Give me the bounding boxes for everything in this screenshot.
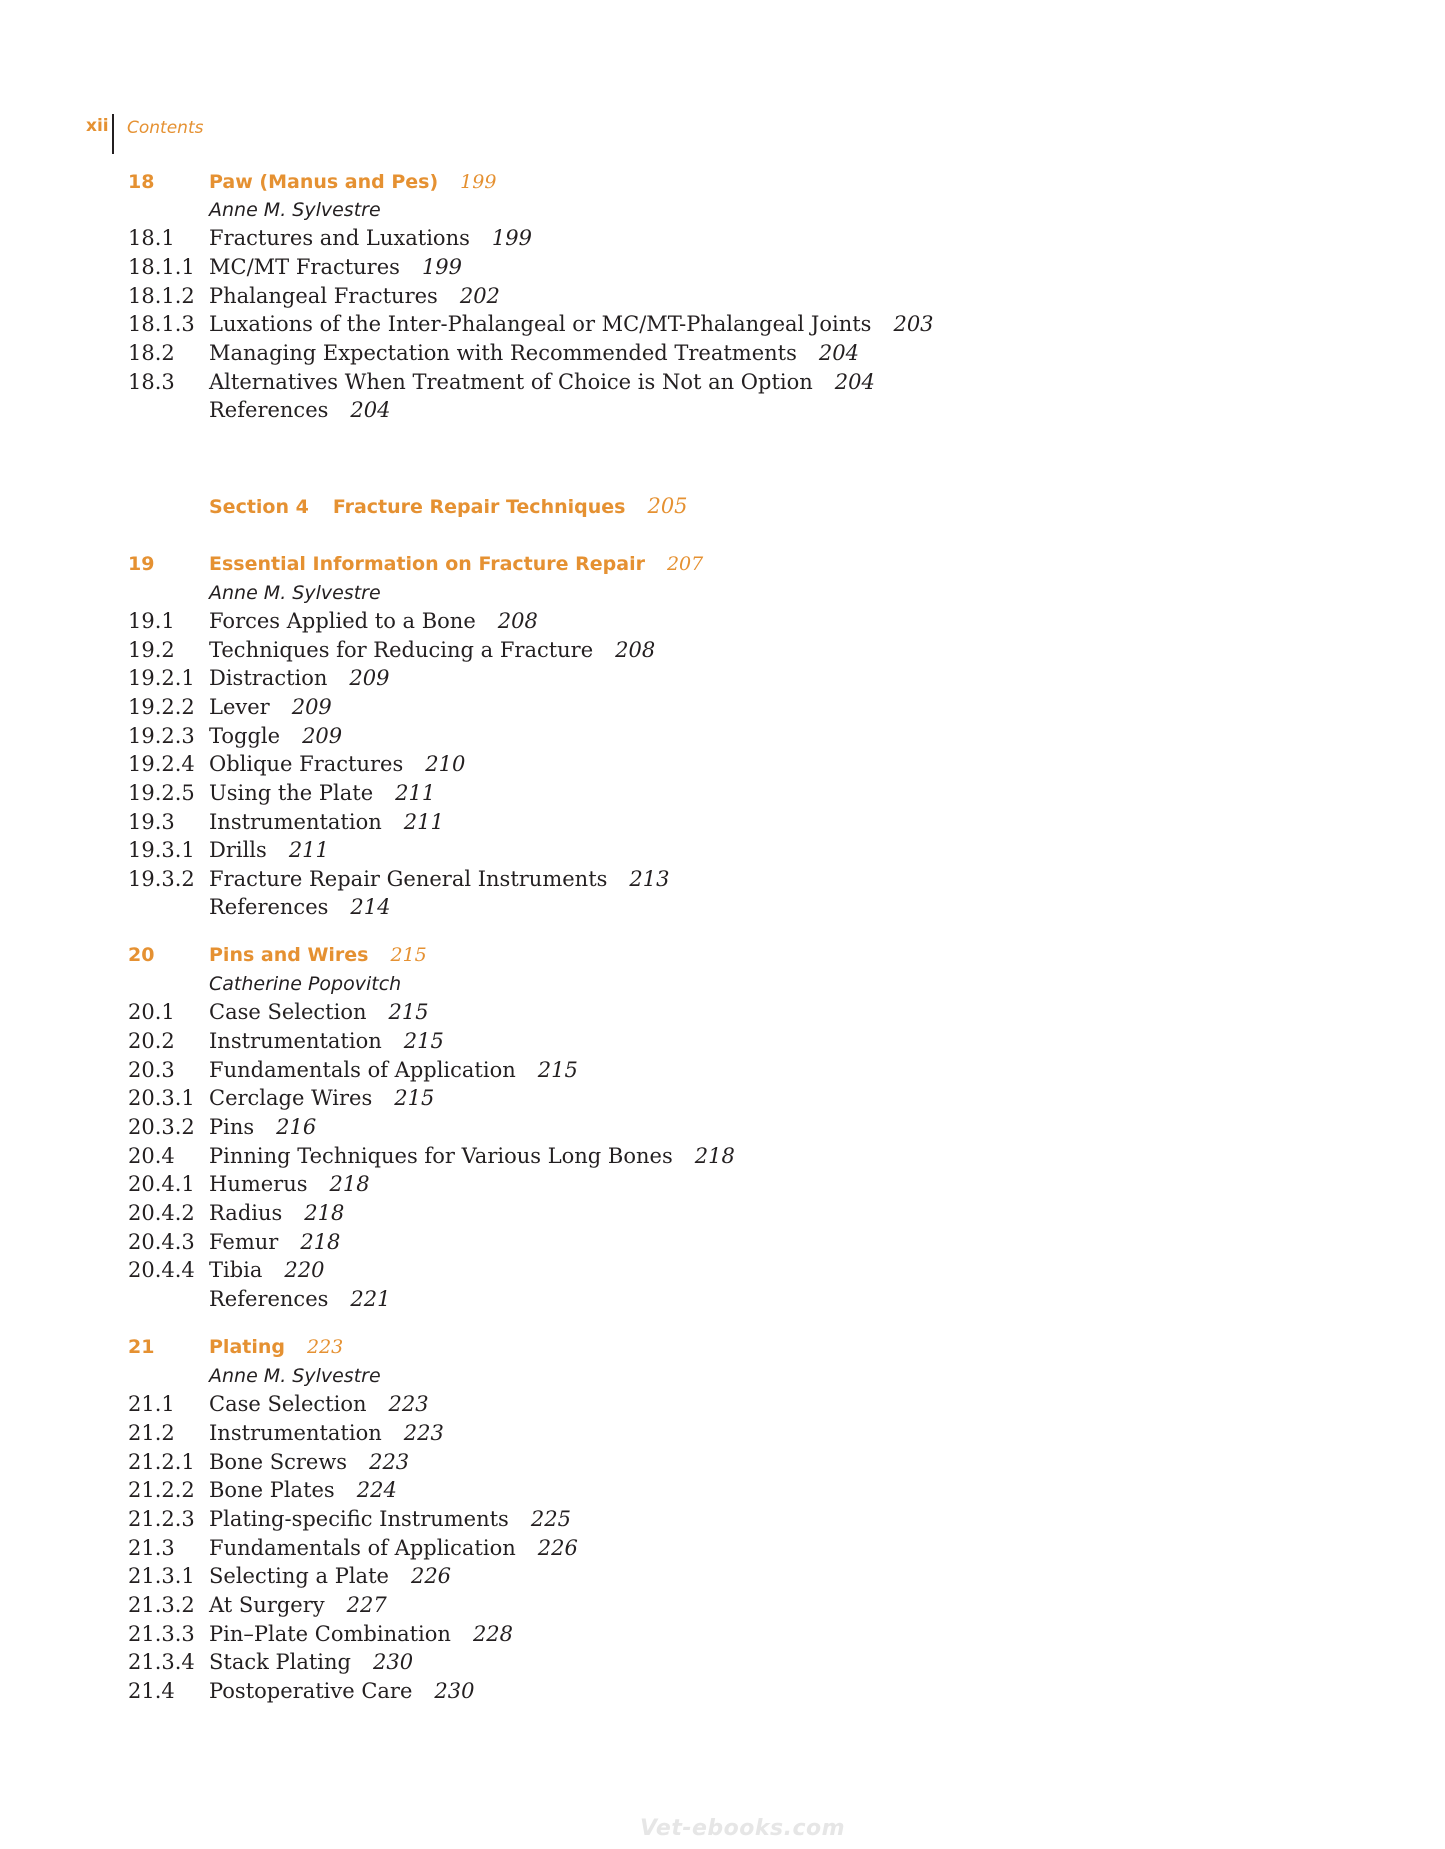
chapter-page: 215	[390, 944, 427, 966]
entry-title: Selecting a Plate	[209, 1564, 389, 1588]
entry-title: Luxations of the Inter-Phalangeal or MC/MT-Phalangeal Joints	[209, 312, 872, 336]
entry-page: 223	[388, 1392, 429, 1416]
entry-page: 211	[395, 781, 436, 805]
section-label: Section 4	[209, 496, 309, 518]
entry-number: 18.1.1	[128, 255, 195, 279]
entry-number: 20.1	[128, 1000, 175, 1024]
chapter-page: 199	[460, 171, 497, 193]
entry-title: Toggle	[209, 724, 281, 748]
entry-number: 21.3.2	[128, 1593, 195, 1617]
entry-title: At Surgery	[209, 1593, 325, 1617]
entry-number: 19.1	[128, 609, 175, 633]
entry-title: Plating-specific Instruments	[209, 1507, 509, 1531]
entry-page: 215	[394, 1086, 435, 1110]
entry-page: 230	[434, 1679, 475, 1703]
entry-page: 204	[350, 398, 391, 422]
entry-number: 21.2.1	[128, 1450, 195, 1474]
chapter-number: 21	[128, 1336, 155, 1358]
entry-number: 21.3.3	[128, 1622, 195, 1646]
entry-title: Oblique Fractures	[209, 752, 404, 776]
entry-title: Case Selection	[209, 1000, 367, 1024]
entry-number: 20.3.2	[128, 1115, 195, 1139]
entry-page: 223	[403, 1421, 444, 1445]
page-number: xii	[86, 116, 109, 136]
entry-title: References	[209, 895, 329, 919]
entry-page: 209	[349, 666, 390, 690]
entry-page: 230	[373, 1650, 414, 1674]
entry-number: 19.2.2	[128, 695, 195, 719]
entry-title: Case Selection	[209, 1392, 367, 1416]
entry-title: Instrumentation	[209, 1029, 382, 1053]
entry-page: 223	[369, 1450, 410, 1474]
entry-page: 209	[291, 695, 332, 719]
entry-title: Radius	[209, 1201, 283, 1225]
entry-title: Drills	[209, 838, 267, 862]
entry-title: Fundamentals of Application	[209, 1058, 516, 1082]
entry-page: 225	[530, 1507, 571, 1531]
section-title: Fracture Repair Techniques	[332, 496, 626, 518]
entry-number: 19.2.5	[128, 781, 195, 805]
entry-number: 20.4.3	[128, 1230, 195, 1254]
entry-title: MC/MT Fractures	[209, 255, 400, 279]
entry-number: 20.2	[128, 1029, 175, 1053]
entry-page: 221	[350, 1287, 391, 1311]
entry-page: 226	[537, 1536, 578, 1560]
entry-title: Phalangeal Fractures	[209, 284, 438, 308]
entry-number: 20.4.1	[128, 1172, 195, 1196]
entry-title: Forces Applied to a Bone	[209, 609, 476, 633]
entry-page: 211	[403, 810, 444, 834]
entry-number: 18.1.3	[128, 312, 195, 336]
author-name: Anne M. Sylvestre	[209, 199, 381, 221]
entry-page: 202	[459, 284, 500, 308]
entry-number: 19.3.2	[128, 867, 195, 891]
section-heading	[209, 493, 688, 521]
entry-number: 21.1	[128, 1392, 175, 1416]
chapter-title: Paw (Manus and Pes)	[209, 171, 439, 193]
watermark: Vet-ebooks.com	[640, 1816, 846, 1841]
entry-number: 19.3.1	[128, 838, 195, 862]
running-title: Contents	[127, 118, 204, 138]
chapter-page: 207	[666, 553, 704, 575]
entry-title: Techniques for Reducing a Fracture	[209, 638, 594, 662]
entry-title: Fractures and Luxations	[209, 226, 470, 250]
entry-title: Cerclage Wires	[209, 1086, 373, 1110]
entry-number: 20.4	[128, 1144, 175, 1168]
entry-title: Pins	[209, 1115, 255, 1139]
entry-title: Pinning Techniques for Various Long Bones	[209, 1144, 673, 1168]
entry-page: 218	[304, 1201, 345, 1225]
entry-title: Managing Expectation with Recommended Treatments	[209, 341, 797, 365]
entry-number: 20.4.4	[128, 1258, 195, 1282]
entry-number: 21.2	[128, 1421, 175, 1445]
entry-title: Fundamentals of Application	[209, 1536, 516, 1560]
entry-page: 215	[388, 1000, 429, 1024]
entry-title: Tibia	[209, 1258, 263, 1282]
entry-number: 20.3	[128, 1058, 175, 1082]
entry-number: 18.3	[128, 370, 175, 394]
entry-title: Instrumentation	[209, 1421, 382, 1445]
entry-number: 21.3	[128, 1536, 175, 1560]
entry-page: 199	[491, 226, 532, 250]
entry-page: 208	[497, 609, 538, 633]
author-name: Catherine Popovitch	[209, 973, 402, 995]
entry-title: Distraction	[209, 666, 328, 690]
entry-number: 21.2.3	[128, 1507, 195, 1531]
entry-page: 208	[615, 638, 656, 662]
entry-number: 20.4.2	[128, 1201, 195, 1225]
entry-page: 227	[346, 1593, 387, 1617]
chapter-number: 20	[128, 944, 155, 966]
entry-number: 19.2.3	[128, 724, 195, 748]
entry-number: 19.2.1	[128, 666, 195, 690]
entry-title: References	[209, 1287, 329, 1311]
entry-title: References	[209, 398, 329, 422]
entry-title: Humerus	[209, 1172, 308, 1196]
entry-title: Using the Plate	[209, 781, 374, 805]
entry-page: 204	[818, 341, 859, 365]
chapter-title: Essential Information on Fracture Repair	[209, 553, 645, 575]
entry-number: 21.4	[128, 1679, 175, 1703]
entry-number: 19.3	[128, 810, 175, 834]
chapter-title: Pins and Wires	[209, 944, 369, 966]
entry-page: 228	[472, 1622, 514, 1646]
chapter-page: 223	[306, 1336, 344, 1358]
entry-page: 215	[403, 1029, 444, 1053]
entry-page: 199	[421, 255, 463, 279]
entry-title: Lever	[209, 695, 270, 719]
entry-page: 214	[350, 895, 391, 919]
entry-page: 210	[425, 752, 466, 776]
author-name: Anne M. Sylvestre	[209, 582, 381, 604]
chapter-number: 18	[128, 171, 155, 193]
entry-number: 19.2	[128, 638, 175, 662]
entry-page: 218	[329, 1172, 370, 1196]
entry-page: 204	[834, 370, 875, 394]
entry-page: 220	[284, 1258, 325, 1282]
entry-title: Bone Screws	[209, 1450, 348, 1474]
entry-title: Pin–Plate Combination	[209, 1622, 451, 1646]
entry-page: 209	[302, 724, 343, 748]
chapter-number: 19	[128, 553, 155, 575]
entry-page: 218	[694, 1144, 735, 1168]
entry-page: 226	[410, 1564, 452, 1588]
entry-page: 211	[288, 838, 329, 862]
entry-number: 18.2	[128, 341, 175, 365]
header-divider	[112, 114, 114, 154]
entry-number: 21.3.4	[128, 1650, 195, 1674]
entry-number: 21.2.2	[128, 1478, 195, 1502]
entry-page: 218	[300, 1230, 341, 1254]
entry-page: 224	[356, 1478, 397, 1502]
entry-number: 18.1.2	[128, 284, 195, 308]
entry-title: Bone Plates	[209, 1478, 335, 1502]
entry-page: 215	[537, 1058, 578, 1082]
entry-title: Stack Plating	[209, 1650, 351, 1674]
author-name: Anne M. Sylvestre	[209, 1365, 381, 1387]
entry-page: 213	[629, 867, 670, 891]
entry-title: Instrumentation	[209, 810, 382, 834]
entry-number: 20.3.1	[128, 1086, 195, 1110]
entry-title: Femur	[209, 1230, 279, 1254]
entry-title: Alternatives When Treatment of Choice is Not an Option	[209, 370, 813, 394]
entry-page: 216	[276, 1115, 317, 1139]
entry-page: 203	[893, 312, 934, 336]
section-page: 205	[647, 494, 688, 518]
entry-number: 19.2.4	[128, 752, 195, 776]
entry-number: 18.1	[128, 226, 175, 250]
entry-title: Postoperative Care	[209, 1679, 413, 1703]
entry-number: 21.3.1	[128, 1564, 195, 1588]
chapter-title: Plating	[209, 1336, 285, 1358]
entry-title: Fracture Repair General Instruments	[209, 867, 608, 891]
